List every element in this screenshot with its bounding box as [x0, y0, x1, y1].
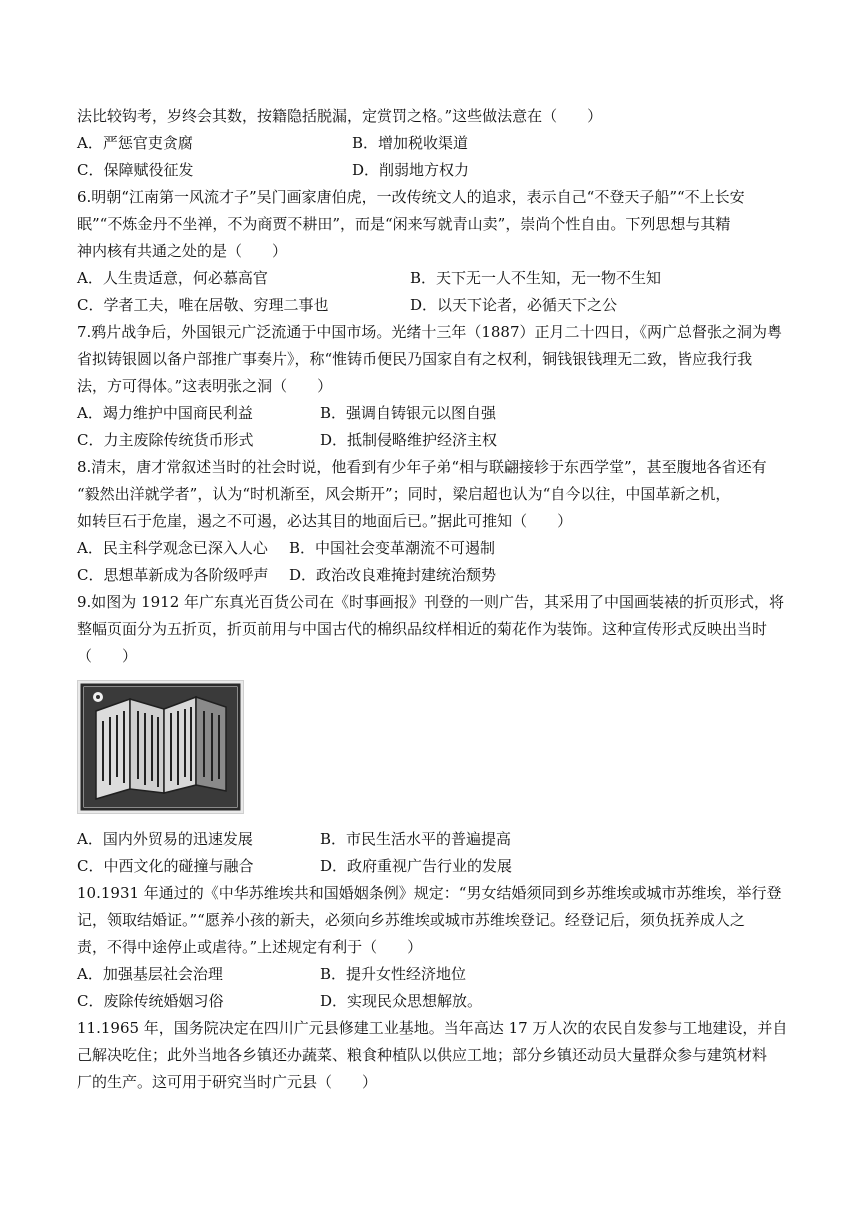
question-6-option-c[interactable]: C．学者工夫，唯在居敬、穷理二事也	[77, 296, 329, 314]
question-6-option-d[interactable]: D．以天下论者，必循天下之公	[410, 296, 618, 314]
question-11-stem-line-3: 厂的生产。这可用于研究当时广元县（ ）	[77, 1073, 378, 1091]
question-10-stem-line-3: 责，不得中途停止或虐待。”上述规定有利于（ ）	[77, 938, 423, 956]
question-9-option-d[interactable]: D．政府重视广告行业的发展	[320, 857, 513, 875]
question-8-stem-line-3: 如转巨石于危崖，遏之不可遏，必达其目的地面后已。”据此可推知（ ）	[77, 512, 573, 530]
question-5-option-b[interactable]: B．增加税收渠道	[352, 134, 469, 152]
question-7-stem-line-1: 7.鸦片战争后，外国银元广泛流通于中国市场。光绪十三年（1887）正月二十四日，《两广总督张之洞为粤	[77, 323, 782, 341]
question-9-stem-line-3: （ ）	[77, 647, 138, 665]
question-5-option-d[interactable]: D．削弱地方权力	[352, 161, 470, 179]
question-5-stem-tail: 法比较钩考，岁终会其数，按籍隐括脱漏，定赏罚之格。”这些做法意在（ ）	[77, 107, 603, 125]
question-6-stem-line-3: 神内核有共通之处的是（ ）	[77, 242, 288, 260]
question-7-option-b[interactable]: B．强调自铸银元以图自强	[320, 404, 497, 422]
question-10-stem-line-1: 10.1931 年通过的《中华苏维埃共和国婚姻条例》规定：“男女结婚须同到乡苏维埃或城市苏维埃，举行登	[77, 884, 782, 902]
question-11-stem-line-2: 己解决吃住；此外当地各乡镇还办蔬菜、粮食种植队以供应工地；部分乡镇还动员大量群众参与建筑材料	[77, 1046, 768, 1064]
question-7-stem-line-2: 省拟铸银圆以备户部推广事奏片》，称“惟铸币便民乃国家自有之权利，铜钱银钱理无二致，皆应我行我	[77, 350, 753, 368]
question-7-option-d[interactable]: D．抵制侵略维护经济主权	[320, 431, 498, 449]
question-7-stem-line-3: 法，方可得体。”这表明张之洞（ ）	[77, 377, 333, 395]
question-6-option-a[interactable]: A．人生贵适意，何必慕高官	[77, 269, 268, 287]
question-8-option-d[interactable]: D．政治改良难掩封建统治颓势	[289, 566, 497, 584]
advertisement-illustration	[78, 681, 243, 813]
question-9-option-b[interactable]: B．市民生活水平的普遍提高	[320, 830, 512, 848]
question-5-option-c[interactable]: C．保障赋役征发	[77, 161, 194, 179]
question-10-option-c[interactable]: C．废除传统婚姻习俗	[77, 992, 224, 1010]
question-8-stem-line-2: “毅然出洋就学者”，认为“时机渐至，风会斯开”；同时，梁启超也认为“自今以往，中国革新之机，	[77, 485, 731, 503]
question-7-option-c[interactable]: C．力主废除传统货币形式	[77, 431, 254, 449]
question-9-option-c[interactable]: C．中西文化的碰撞与融合	[77, 857, 254, 875]
question-10-option-d[interactable]: D．实现民众思想解放。	[320, 992, 483, 1010]
question-8-stem-line-1: 8.清末，唐才常叙述当时的社会时说，他看到有少年子弟“相与联翩接轸于东西学堂”，甚至腹地各省还有	[77, 458, 767, 476]
question-11-stem-line-1: 11.1965 年，国务院决定在四川广元县修建工业基地。当年高达 17 万人次的农民自发参与工地建设，并自	[77, 1019, 788, 1037]
question-10-stem-line-2: 记，领取结婚证。”“愿养小孩的新夫，必须向乡苏维埃或城市苏维埃登记。经登记后，须负抚养成人之	[77, 911, 745, 929]
question-5-option-a[interactable]: A．严惩官吏贪腐	[77, 134, 193, 152]
question-7-option-a[interactable]: A．竭力维护中国商民利益	[77, 404, 253, 422]
newspaper-advertisement-image	[77, 680, 244, 814]
question-9-stem-line-1: 9.如图为 1912 年广东真光百货公司在《时事画报》刊登的一则广告，其采用了中国画装裱的折页形式，将	[77, 593, 785, 611]
question-10-option-a[interactable]: A．加强基层社会治理	[77, 965, 223, 983]
question-9-option-a[interactable]: A．国内外贸易的迅速发展	[77, 830, 253, 848]
question-8-option-c[interactable]: C．思想革新成为各阶级呼声	[77, 566, 269, 584]
question-6-stem-line-1: 6.明朝“江南第一风流才子”吴门画家唐伯虎，一改传统文人的追求，表示自己“不登天子船”“不上长安	[77, 188, 745, 206]
question-6-option-b[interactable]: B．天下无一人不生知，无一物不生知	[410, 269, 662, 287]
question-8-option-b[interactable]: B．中国社会变革潮流不可遏制	[289, 539, 496, 557]
question-10-option-b[interactable]: B．提升女性经济地位	[320, 965, 467, 983]
question-9-stem-line-2: 整幅页面分为五折页，折页前用与中国古代的棉织品纹样相近的菊花作为装饰。这种宣传形式反映出当时	[77, 620, 768, 638]
question-6-stem-line-2: 眠”“不炼金丹不坐禅，不为商贾不耕田”，而是“闲来写就青山卖”，崇尚个性自由。下列思想与其精	[77, 215, 731, 233]
question-8-option-a[interactable]: A．民主科学观念已深入人心	[77, 539, 268, 557]
